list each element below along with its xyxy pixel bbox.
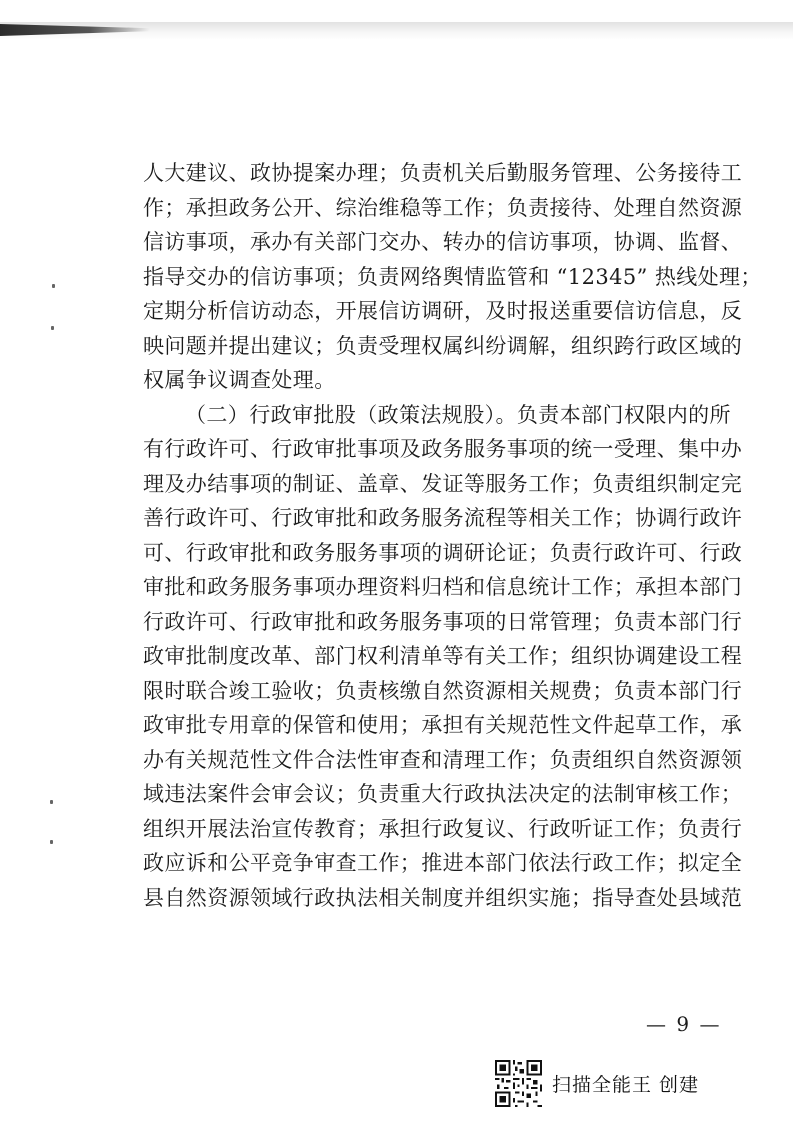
text-line: 指导交办的信访事项；负责网络舆情监管和 “12345” 热线处理；	[143, 264, 762, 289]
page-number: — 9 —	[646, 1012, 722, 1036]
text-line: 政应诉和公平竞争审查工作；推进本部门依法行政工作；拟定全	[143, 851, 743, 875]
scanner-brand-label: 扫描全能王 创建	[552, 1074, 700, 1096]
text-line: 权属争议调查处理。	[143, 368, 336, 392]
text-line: 信访事项，承办有关部门交办、转办的信访事项，协调、监督、	[143, 230, 743, 254]
text-line: 作；承担政务公开、综治维稳等工作；负责接待、处理自然资源	[143, 195, 743, 220]
text-line: 人大建议、政协提案办理；负责机关后勤服务管理、公务接待工	[143, 161, 743, 185]
paragraph-2	[143, 398, 743, 916]
scan-speck	[50, 840, 53, 844]
qr-code-icon	[495, 1060, 542, 1107]
scan-speck	[52, 284, 55, 288]
paragraph-1	[143, 156, 762, 398]
scan-speck	[51, 326, 54, 330]
text-line: 域违法案件会审会议；负责重大行政执法决定的法制审核工作；	[143, 782, 743, 806]
text-line: 行政许可、行政审批和政务服务事项的日常管理；负责本部门行	[143, 609, 743, 634]
scan-speck	[50, 800, 53, 804]
text-line: 政审批制度改革、部门权利清单等有关工作；组织协调建设工程	[143, 644, 743, 668]
text-line: 组织开展法治宣传教育；承担行政复议、行政听证工作；负责行	[143, 816, 743, 841]
text-line: 映问题并提出建议；负责受理权属纠纷调解，组织跨行政区域的	[143, 333, 743, 358]
text-line: 善行政许可、行政审批和政务服务流程等相关工作；协调行政许	[143, 506, 743, 530]
document-body	[143, 156, 762, 915]
text-line: 限时联合竣工验收；负责核缴自然资源相关规费；负责本部门行	[143, 678, 743, 703]
text-line: 办有关规范性文件合法性审查和清理工作；负责组织自然资源领	[143, 747, 743, 772]
text-line: 政审批专用章的保管和使用；承担有关规范性文件起草工作，承	[143, 713, 743, 737]
text-line: 审批和政务服务事项办理资料归档和信息统计工作；承担本部门	[143, 575, 743, 599]
scanner-watermark	[495, 1060, 699, 1107]
text-line: 理及办结事项的制证、盖章、发证等服务工作；负责组织制定完	[143, 471, 743, 496]
text-line: （二）行政审批股（政策法规股）。负责本部门权限内的所	[185, 402, 731, 427]
text-line: 可、行政审批和政务服务事项的调研论证；负责行政许可、行政	[143, 540, 743, 565]
text-line: 有行政许可、行政审批事项及政务服务事项的统一受理、集中办	[143, 437, 743, 461]
text-line: 定期分析信访动态，开展信访调研，及时报送重要信访信息，反	[143, 299, 743, 323]
text-line: 县自然资源领域行政执法相关制度并组织实施；指导查处县域范	[143, 885, 743, 910]
